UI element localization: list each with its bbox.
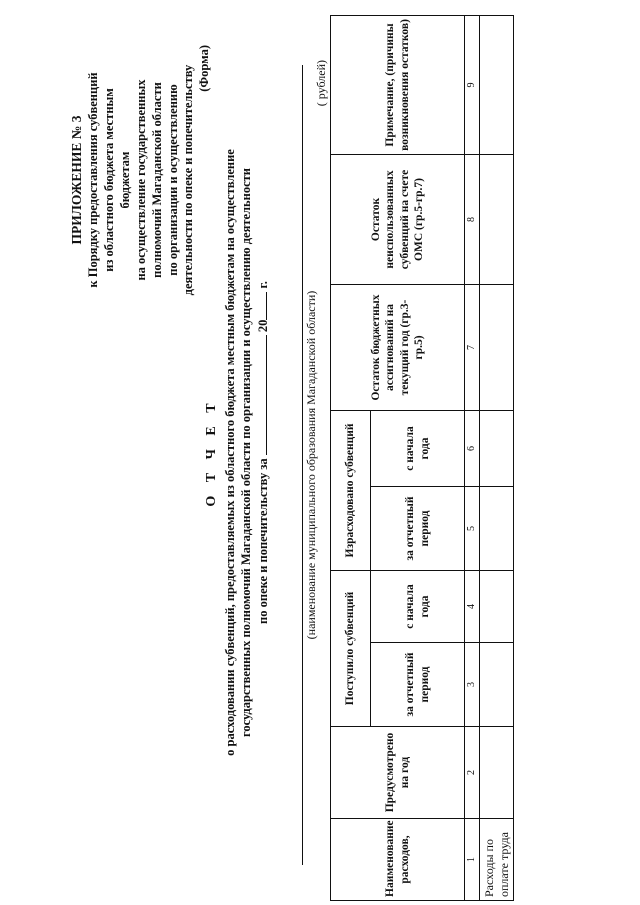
column-number: 9 — [465, 15, 480, 154]
column-number: 2 — [465, 727, 480, 819]
column-number: 3 — [465, 643, 480, 727]
appendix-line: полномочий Магаданской области — [149, 82, 164, 278]
column-number: 4 — [465, 571, 480, 643]
report-year-prefix: 20 — [255, 319, 270, 333]
table-cell[interactable] — [480, 487, 514, 571]
appendix-line: по организации и осуществлению — [165, 84, 180, 276]
table-cell[interactable] — [480, 643, 514, 727]
units-label: ( рублей) — [314, 60, 328, 107]
report-period-prefix: по опеке и попечительству за — [255, 458, 270, 624]
header-balance-unused: Остаток неиспользованных субвенций на счете ОМС (гр.5-гр.7) — [331, 154, 465, 284]
header-name: Наименование расходов, — [331, 819, 465, 901]
table-cell[interactable] — [480, 571, 514, 643]
appendix-line: из областного бюджета местным — [102, 88, 117, 272]
appendix-line: на осуществление государственных — [133, 79, 148, 281]
report-title: О Т Ч Е Т — [204, 398, 219, 507]
header-note: Примечание, (причины возникновения остатков) — [331, 15, 465, 154]
report-subtitle — [222, 20, 271, 885]
appendix-line: деятельности по опеке и попечительству — [181, 64, 196, 296]
column-number: 8 — [465, 154, 480, 284]
column-number: 6 — [465, 410, 480, 486]
appendix-block — [68, 45, 213, 315]
column-number: 7 — [465, 284, 480, 410]
table-cell[interactable] — [480, 284, 514, 410]
header-received-ytd: с начала года — [371, 571, 465, 643]
period-blank-field[interactable] — [255, 335, 267, 455]
header-planned: Предусмотрено на год — [331, 727, 465, 819]
appendix-forma: (Форма) — [197, 45, 212, 92]
year-blank-field[interactable] — [255, 292, 267, 320]
report-year-suffix: г. — [255, 281, 270, 289]
header-spent-group: Израсходовано субвенций — [331, 410, 371, 570]
header-spent-ytd: с начала года — [371, 410, 465, 486]
header-spent-period: за отчетный период — [371, 487, 465, 571]
column-number: 1 — [465, 819, 480, 901]
municipality-fill-line[interactable] — [302, 65, 303, 865]
municipality-label: (наименование муниципального образования Магаданской области) — [304, 290, 318, 640]
table-row — [480, 15, 514, 900]
report-subtitle-line: государственных полномочий Магаданской области по организации и осуществлению деятельности — [239, 167, 254, 738]
table-cell[interactable] — [480, 410, 514, 486]
appendix-title: ПРИЛОЖЕНИЕ № 3 — [69, 115, 84, 245]
row-label: Расходы по оплате труда — [480, 819, 514, 901]
table-cell[interactable] — [480, 727, 514, 819]
report-subtitle-line: о расходовании субвенций, предоставляемых из областного бюджета местным бюджетам на осуществление — [223, 149, 237, 756]
appendix-line: к Порядку предоставления субвенций — [86, 72, 101, 288]
report-subtitle-line — [255, 20, 271, 885]
report-table — [330, 15, 514, 901]
table-cell[interactable] — [480, 154, 514, 284]
header-received-period: за отчетный период — [371, 643, 465, 727]
table-cell[interactable] — [480, 15, 514, 154]
header-balance-budget: Остаток бюджетных ассигнований на текущий год (гр.3- гр.5) — [331, 284, 465, 410]
column-number: 5 — [465, 487, 480, 571]
appendix-line: бюджетам — [117, 151, 132, 209]
header-received-group: Поступило субвенций — [331, 571, 371, 727]
